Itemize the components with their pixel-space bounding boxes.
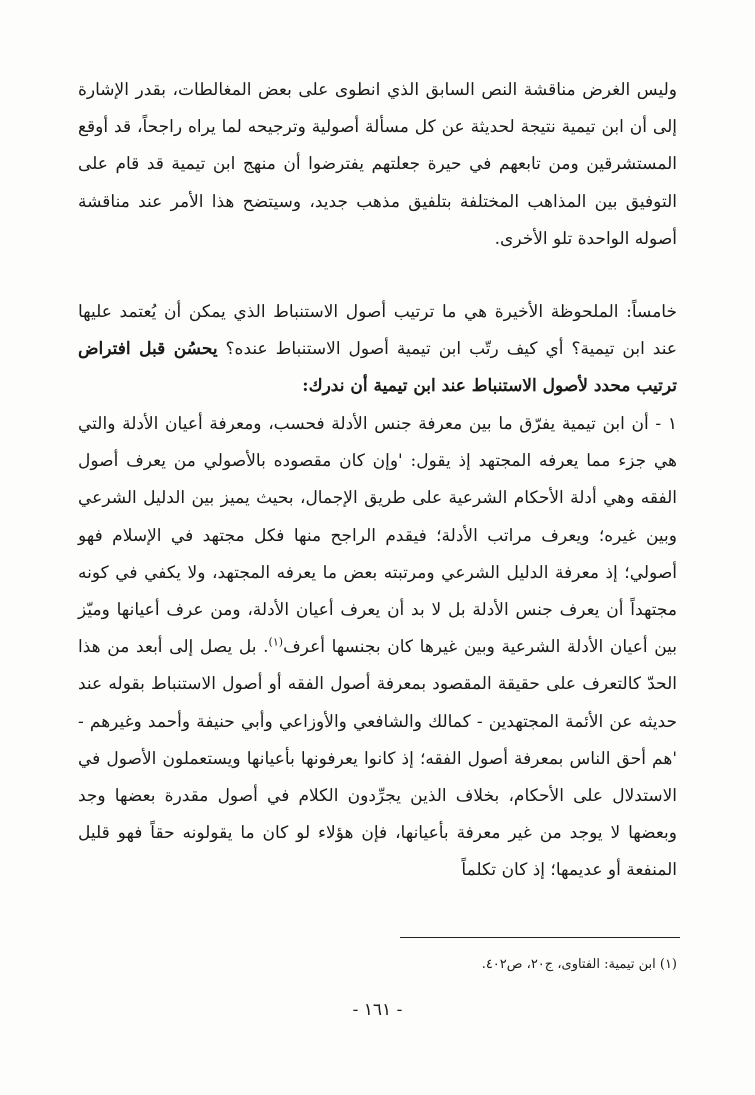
paragraph-2-bold-text: يحسُن قبل افتراض ترتيب محدد لأصول الاستنباط عند ابن تيمية أن ندرك:	[78, 339, 677, 397]
paragraph-3	[78, 406, 677, 890]
page-number: - ١٦١ -	[352, 1000, 403, 1020]
paragraph-2-text: خامساً: الملحوظة الأخيرة هي ما ترتيب أصول الاستنباط الذي يمكن أن يُعتمد عليها عند ابن تيمية؟ أي كيف رتّب ابن تيمية أصول الاستنباط عنده؟	[78, 302, 677, 360]
footnote-reference: (١)	[268, 635, 284, 649]
footnote: (١) ابن تيمية: الفتاوى، ج٢٠، ص٤٠٢.	[481, 957, 677, 972]
paragraph-1: وليس الغرض مناقشة النص السابق الذي انطوى على بعض المغالطات، بقدر الإشارة إلى أن ابن تيمية نتيجة لحديثة عن كل مسألة أصولية وترجيحه لما يراه راجحاً، قد أوقع المستشرقين ومن تابعهم في حيرة جعلتهم يفترضوا أن منهج ابن تيمية قد قام على التوفيق بين المذاهب المختلفة بتلفيق مذهب جديد، وسيتضح هذا الأمر عند مناقشة أصوله الواحدة تلو الأخرى.	[78, 80, 677, 249]
paragraph-3-text: ١ - أن ابن تيمية يفرّق ما بين معرفة جنس الأدلة فحسب، ومعرفة أعيان الأدلة والتي هي جزء مما يعرفه المجتهد إذ يقول: 'وإن كان مقصوده بالأصولي من يعرف أصول الفقه وهي أدلة الأحكام الشرعية على طريق الإجمال، بحيث يميز بين الدليل الشرعي وبين غيره؛ ويعرف مراتب الأدلة؛ فيقدم الراجح منها فكل مجتهد في الإسلام فهو أصولي؛ إذ معرفة الدليل الشرعي ومرتبته بعض ما يعرفه المجتهد، ولا يكفي في كونه مجتهداً أن يعرف جنس الأدلة بل لا بد أن يعرف أعيان الأدلة، ومن عرف أعيانها وميّز بين أعيان الأدلة الشرعية وبين غيرها كان بجنسها أعرف	[78, 414, 678, 658]
paragraph-3-continuation: . بل يصل إلى أبعد من هذا الحدّ كالتعرف على حقيقة المقصود بمعرفة أصول الفقه أو أصول الاستنباط بقوله عند حديثه عن الأئمة المجتهدين - كمالك والشافعي والأوزاعي وأبي حنيفة وأحمد وغيرهم - 'هم أحق الناس بمعرفة أصول الفقه؛ إذ كانوا يعرفونها بأعيانها ويستعملون الأصول في الاستدلال على الأحكام، بخلاف الذين يجرِّدون الكلام في أصول مقدرة بعضها وجد وبعضها لا يوجد من غير معرفة بأعيانها، فإن هؤلاء لو كان ما يقولونه حقاً فهو قليل المنفعة أو عديمها؛ إذ كان تكلماً	[78, 637, 677, 881]
paragraph-2	[78, 294, 677, 406]
footnote-divider	[400, 937, 680, 938]
